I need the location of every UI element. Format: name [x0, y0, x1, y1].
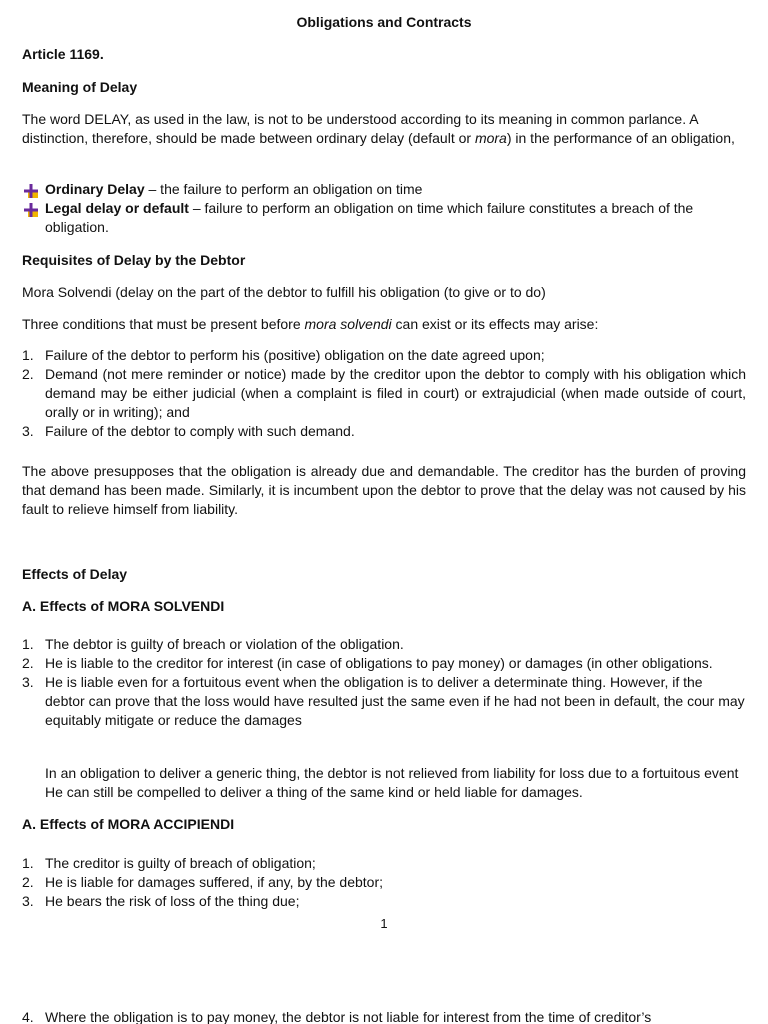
solvendi-effects-list: [0, 635, 746, 730]
conditions-list: [0, 346, 746, 441]
list-item: [0, 892, 746, 911]
delay-type-item: [22, 180, 746, 199]
article-number: Article 1169.: [22, 46, 104, 62]
meaning-text-end: ) in the performance of an obligation,: [506, 130, 735, 146]
list-number: 1.: [22, 347, 34, 363]
list-text: He is liable to the creditor for interest (in case of obligations to pay money) or damages (in other obligations.: [45, 655, 713, 671]
mora-solvendi-heading: A. Effects of MORA SOLVENDI: [22, 598, 225, 614]
conditions-intro: [22, 315, 746, 334]
mora-accipiendi-heading: A. Effects of MORA ACCIPIENDI: [22, 816, 235, 832]
delay-type-item: [22, 199, 746, 237]
list-number: 4.: [22, 1009, 34, 1024]
next-page-list: [0, 1008, 746, 1024]
list-number: 2.: [22, 655, 34, 671]
page-number: 1: [380, 916, 388, 931]
list-item: [0, 422, 746, 441]
effects-heading: Effects of Delay: [22, 566, 128, 582]
requisites-heading: Requisites of Delay by the Debtor: [22, 252, 246, 268]
list-text: He is liable for damages suffered, if any, by the debtor;: [45, 874, 384, 890]
delay-types-list: [22, 180, 746, 237]
list-item: [0, 654, 746, 673]
document-title: Obligations and Contracts: [296, 14, 472, 30]
meaning-italic: mora: [474, 130, 507, 146]
list-item: [0, 635, 746, 654]
mora-solvendi-definition: Mora Solvendi (delay on the part of the debtor to fulfill his obligation (to give or to do): [22, 284, 546, 300]
delay-type-term: Ordinary Delay: [45, 181, 145, 197]
list-number: 3.: [22, 893, 34, 909]
presupposes-paragraph: The above presupposes that the obligation is already due and demandable. The creditor has the burden of proving that demand has been made. Similarly, it is incumbent upon the debtor to prove that the delay was not caused by his fault to relieve himself from liability.: [22, 463, 746, 517]
delay-type-term: Legal delay or default: [45, 200, 189, 216]
meaning-text: The word DELAY, as used in the law, is not to be understood according to its meaning in common parlance. A distinction, therefore, should be made between ordinary delay (default or: [22, 111, 698, 146]
list-item: [0, 673, 746, 730]
list-number: 1.: [22, 855, 34, 871]
list-item: [0, 346, 746, 365]
list-text: He bears the risk of loss of the thing due;: [45, 893, 300, 909]
list-text: Where the obligation is to pay money, the debtor is not liable for interest from the time of creditor’s: [45, 1009, 652, 1024]
list-number: 2.: [22, 874, 34, 890]
meaning-paragraph: [22, 110, 746, 148]
list-number: 2.: [22, 366, 34, 382]
list-text: Failure of the debtor to comply with such demand.: [45, 423, 355, 439]
list-text: The debtor is guilty of breach or violation of the obligation.: [45, 636, 404, 652]
conditions-intro-text: Three conditions that must be present before: [22, 316, 305, 332]
conditions-intro-italic: mora solvendi: [304, 316, 392, 332]
list-text: Failure of the debtor to perform his (positive) obligation on the date agreed upon;: [45, 347, 545, 363]
generic-thing-paragraph: In an obligation to deliver a generic thing, the debtor is not relieved from liability for loss due to a fortuitous event He can still be compelled to deliver a thing of the same kind or held liable for damages.: [45, 765, 739, 800]
list-text: The creditor is guilty of breach of obligation;: [45, 855, 316, 871]
list-number: 3.: [22, 674, 34, 690]
list-text: Demand (not mere reminder or notice) made by the creditor upon the debtor to comply with his obligation which demand may be either judicial (when a complaint is filed in court) or extrajudicial (when made outside of court, orally or in writing); and: [45, 366, 746, 420]
bullet-cross-icon: [23, 183, 39, 199]
list-item: [0, 365, 746, 422]
meaning-heading: Meaning of Delay: [22, 79, 138, 95]
list-item: [0, 854, 746, 873]
list-number: 1.: [22, 636, 34, 652]
list-item: [0, 1008, 746, 1024]
list-number: 3.: [22, 423, 34, 439]
list-text: He is liable even for a fortuitous event when the obligation is to deliver a determinate thing. However, if the debtor can prove that the loss would have resulted just the same even if he had not been in default, the cour may equitably mitigate or reduce the damages: [45, 674, 745, 728]
bullet-cross-icon: [23, 202, 39, 218]
delay-type-desc: – the failure to perform an obligation on time: [144, 181, 423, 197]
accipiendi-effects-list: [0, 854, 746, 911]
delay-type-desc: – failure to perform an obligation on time which failure constitutes a breach of the obligation.: [45, 200, 694, 235]
conditions-intro-text-end: can exist or its effects may arise:: [391, 316, 599, 332]
list-item: [0, 873, 746, 892]
